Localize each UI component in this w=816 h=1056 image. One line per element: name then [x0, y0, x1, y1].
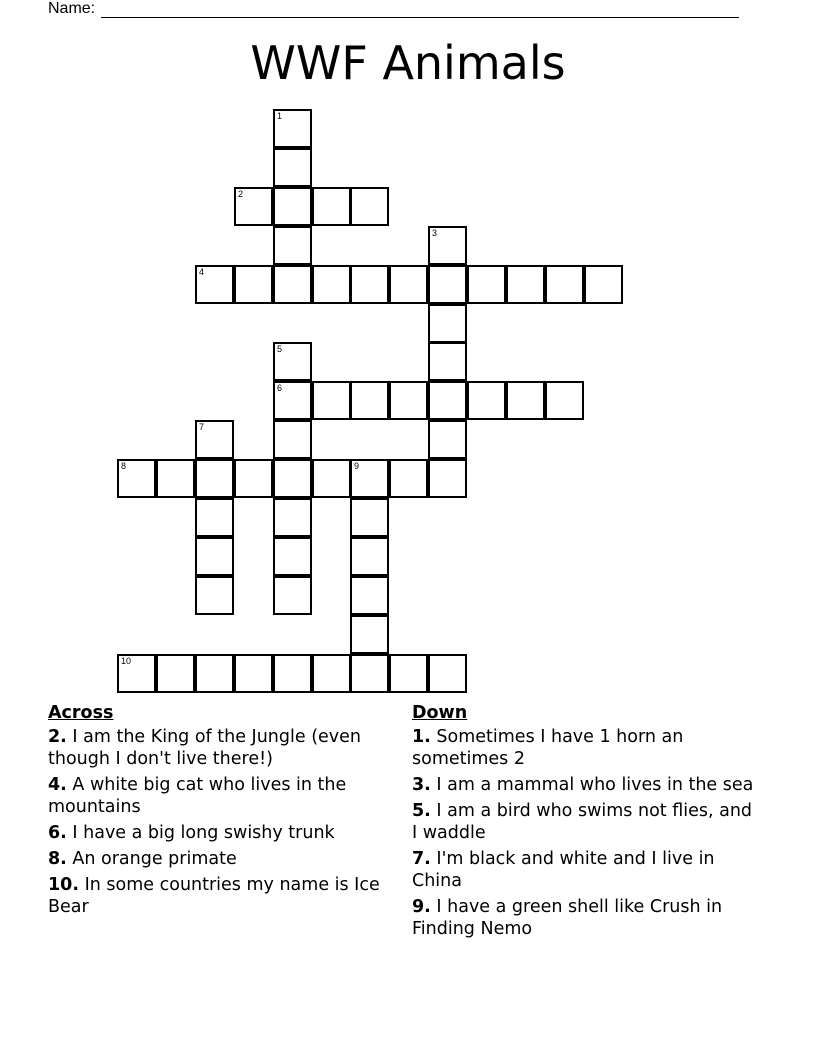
grid-cell[interactable] — [195, 654, 234, 693]
across-clue — [48, 848, 393, 870]
across-heading: Across — [48, 703, 114, 723]
grid-cell[interactable] — [273, 459, 312, 498]
grid-cell[interactable] — [312, 381, 351, 420]
grid-cell[interactable] — [273, 576, 312, 615]
grid-cell[interactable] — [506, 381, 545, 420]
cell-number: 4 — [199, 267, 205, 277]
clue-text: I am a mammal who lives in the sea — [436, 775, 754, 795]
grid-cell[interactable] — [428, 420, 467, 459]
clue-number: 5. — [412, 801, 431, 821]
grid-cell[interactable] — [350, 498, 389, 537]
clue-text: An orange primate — [72, 849, 237, 869]
grid-cell[interactable] — [389, 381, 428, 420]
grid-cell[interactable] — [195, 537, 234, 576]
grid-cell[interactable] — [234, 459, 273, 498]
across-clue — [48, 822, 393, 844]
down-clues — [412, 702, 757, 944]
grid-cell[interactable] — [350, 537, 389, 576]
cell-number: 10 — [121, 656, 132, 666]
grid-cell[interactable] — [234, 265, 273, 304]
grid-cell[interactable] — [273, 187, 312, 226]
clue-number: 7. — [412, 849, 431, 869]
grid-cell[interactable] — [428, 265, 467, 304]
grid-cell[interactable] — [195, 498, 234, 537]
across-clue — [48, 726, 393, 770]
grid-cell[interactable] — [273, 498, 312, 537]
cell-number: 5 — [277, 344, 283, 354]
down-heading: Down — [412, 703, 468, 723]
grid-cell[interactable] — [273, 381, 312, 420]
down-clue — [412, 774, 757, 796]
down-clue — [412, 800, 757, 844]
name-label: Name: — [48, 0, 96, 17]
grid-cell[interactable] — [312, 187, 351, 226]
clue-text: In some countries my name is Ice Bear — [48, 875, 380, 917]
grid-cell[interactable] — [389, 654, 428, 693]
grid-cell[interactable] — [312, 265, 351, 304]
grid-cell[interactable] — [428, 342, 467, 381]
grid-cell[interactable] — [273, 342, 312, 381]
clue-text: I am the King of the Jungle (even though I don't live there!) — [48, 727, 362, 769]
grid-cell[interactable] — [428, 226, 467, 265]
clue-number: 10. — [48, 875, 80, 895]
clue-number: 4. — [48, 775, 67, 795]
grid-cell[interactable] — [350, 187, 389, 226]
across-clue — [48, 774, 393, 818]
clue-text: I am a bird who swims not flies, and I waddle — [412, 801, 753, 843]
grid-cell[interactable] — [506, 265, 545, 304]
cell-number: 7 — [199, 422, 205, 432]
cell-number: 8 — [121, 461, 127, 471]
across-clue — [48, 874, 393, 918]
grid-cell[interactable] — [195, 576, 234, 615]
grid-cell[interactable] — [350, 615, 389, 654]
grid-cell[interactable] — [545, 381, 584, 420]
grid-cell[interactable] — [234, 187, 273, 226]
grid-cell[interactable] — [428, 654, 467, 693]
clue-number: 6. — [48, 823, 67, 843]
clue-number: 2. — [48, 727, 67, 747]
grid-cell[interactable] — [467, 265, 506, 304]
grid-cell[interactable] — [389, 459, 428, 498]
grid-cell[interactable] — [156, 654, 195, 693]
cell-number: 3 — [432, 228, 438, 238]
grid-cell[interactable] — [234, 654, 273, 693]
clue-text: A white big cat who lives in the mountains — [48, 775, 347, 817]
page-title: WWF Animals — [250, 36, 566, 90]
grid-cell[interactable] — [428, 381, 467, 420]
grid-cell[interactable] — [545, 265, 584, 304]
clue-text: I have a green shell like Crush in Finding Nemo — [412, 897, 723, 939]
down-clue — [412, 896, 757, 940]
grid-cell[interactable] — [312, 654, 351, 693]
grid-cell[interactable] — [273, 226, 312, 265]
grid-cell[interactable] — [350, 381, 389, 420]
down-clue — [412, 726, 757, 770]
grid-cell[interactable] — [584, 265, 623, 304]
clue-text: I have a big long swishy trunk — [72, 823, 335, 843]
grid-cell[interactable] — [467, 381, 506, 420]
clue-number: 9. — [412, 897, 431, 917]
cell-number: 1 — [277, 111, 283, 121]
grid-cell[interactable] — [156, 459, 195, 498]
across-clues — [48, 702, 393, 922]
down-clue — [412, 848, 757, 892]
grid-cell[interactable] — [273, 537, 312, 576]
cell-number: 2 — [238, 189, 244, 199]
clue-number: 3. — [412, 775, 431, 795]
grid-cell[interactable] — [195, 265, 234, 304]
cell-number: 6 — [277, 383, 283, 393]
clue-text: Sometimes I have 1 horn an sometimes 2 — [412, 727, 684, 769]
grid-cell[interactable] — [350, 654, 389, 693]
grid-cell[interactable] — [195, 420, 234, 459]
grid-cell[interactable] — [117, 654, 156, 693]
grid-cell[interactable] — [312, 459, 351, 498]
grid-cell[interactable] — [273, 148, 312, 187]
grid-cell[interactable] — [273, 654, 312, 693]
clue-number: 1. — [412, 727, 431, 747]
grid-cell[interactable] — [273, 109, 312, 148]
grid-cell[interactable] — [389, 265, 428, 304]
grid-cell[interactable] — [273, 420, 312, 459]
grid-cell[interactable] — [350, 459, 389, 498]
grid-cell[interactable] — [117, 459, 156, 498]
clue-text: I'm black and white and I live in China — [412, 849, 715, 891]
clue-number: 8. — [48, 849, 67, 869]
grid-cell[interactable] — [350, 576, 389, 615]
cell-number: 9 — [354, 461, 360, 471]
grid-cell[interactable] — [195, 459, 234, 498]
grid-cell[interactable] — [273, 265, 312, 304]
grid-cell[interactable] — [428, 459, 467, 498]
grid-cell[interactable] — [350, 265, 389, 304]
grid-cell[interactable] — [428, 304, 467, 343]
